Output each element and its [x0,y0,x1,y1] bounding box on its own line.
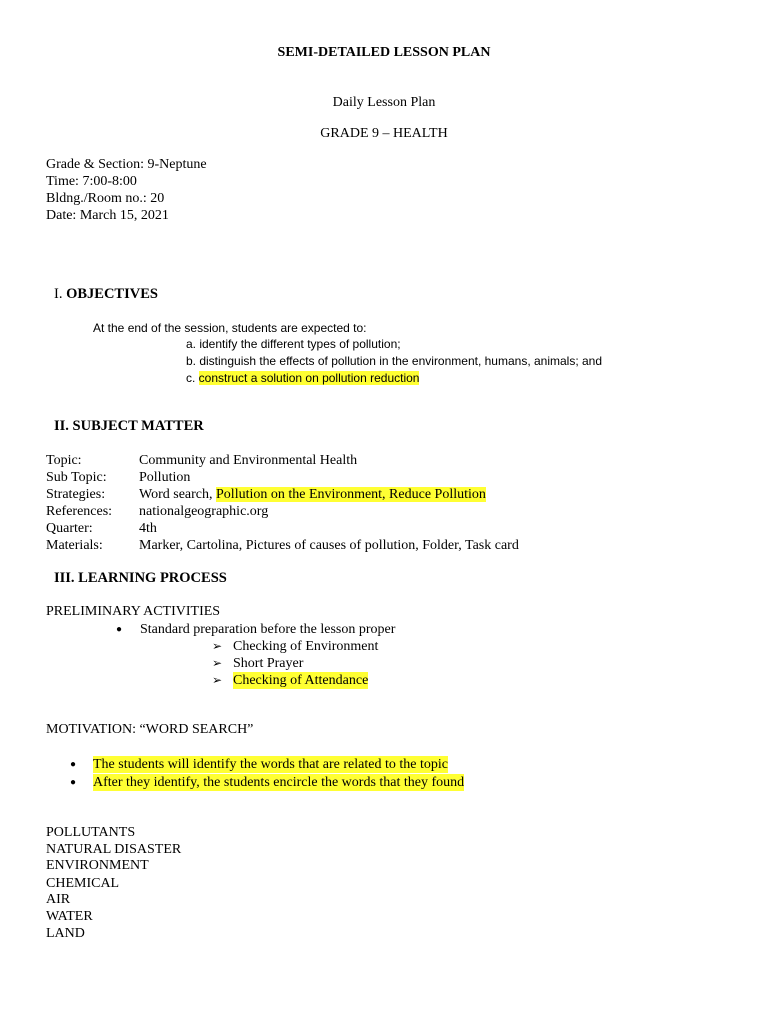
topic-value: Community and Environmental Health [139,453,358,468]
subtopic-label: Sub Topic: [46,470,107,485]
word-pollutants: POLLUTANTS [46,825,136,840]
time-line: Time: 7:00-8:00 [46,174,137,189]
strategies-highlight: Pollution on the Environment, Reduce Pollution [216,487,486,502]
sub-item-attendance: Checking of Attendance [233,673,369,688]
topic-label: Topic: [46,453,82,468]
arrow-bullet-icon: ➢ [212,673,223,687]
word-natural-disaster: NATURAL DISASTER [46,842,182,857]
word-chemical: CHEMICAL [46,876,120,891]
word-air: AIR [46,892,71,907]
document-title: SEMI-DETAILED LESSON PLAN [277,45,491,60]
date-line: Date: March 15, 2021 [46,208,169,223]
grade-section-line: Grade & Section: 9-Neptune [46,157,207,172]
quarter-label: Quarter: [46,521,93,536]
daily-lesson-plan-label: Daily Lesson Plan [332,95,436,110]
strategies-label: Strategies: [46,487,106,502]
motivation-item-2: After they identify, the students encircle the words that they found [93,775,465,790]
word-environment: ENVIRONMENT [46,858,149,873]
objective-item-c-letter: c. [186,371,199,385]
objectives-heading-text: OBJECTIVES [66,286,158,302]
word-water: WATER [46,909,93,924]
arrow-bullet-icon: ➢ [212,656,223,670]
objectives-heading [54,286,158,303]
motivation-item-1: The students will identify the words that are related to the topic [93,757,448,772]
motivation-heading: MOTIVATION: “WORD SEARCH” [46,722,254,737]
sub-item-environment: Checking of Environment [233,639,379,654]
references-value: nationalgeographic.org [139,504,269,519]
objectives-numeral: I. [54,286,67,302]
materials-value: Marker, Cartolina, Pictures of causes of pollution, Folder, Task card [139,538,519,553]
bullet-dot-icon: ● [116,624,123,635]
objective-item-a: a. identify the different types of pollution; [186,337,401,351]
references-label: References: [46,504,113,519]
subject-matter-heading: II. SUBJECT MATTER [54,418,204,434]
learning-process-heading: III. LEARNING PROCESS [54,570,227,586]
objective-item-b: b. distinguish the effects of pollution in the environment, humans, animals; and [186,354,603,368]
preparation-bullet-text: Standard preparation before the lesson proper [140,622,396,637]
quarter-value: 4th [139,521,157,536]
preliminary-activities-heading: PRELIMINARY ACTIVITIES [46,604,221,619]
strategies-value [139,486,486,503]
room-line: Bldng./Room no.: 20 [46,191,165,206]
objective-item-c-highlight: construct a solution on pollution reduction [198,371,420,385]
objective-item-c [186,370,419,387]
subtopic-value: Pollution [139,470,191,485]
sub-item-prayer: Short Prayer [233,656,304,671]
objectives-intro: At the end of the session, students are expected to: [93,321,367,335]
arrow-bullet-icon: ➢ [212,639,223,653]
strategies-plain: Word search, [139,487,217,502]
bullet-dot-icon: ● [70,777,77,788]
grade-subject-label: GRADE 9 – HEALTH [320,126,448,141]
bullet-dot-icon: ● [70,759,77,770]
materials-label: Materials: [46,538,103,553]
word-land: LAND [46,926,85,941]
